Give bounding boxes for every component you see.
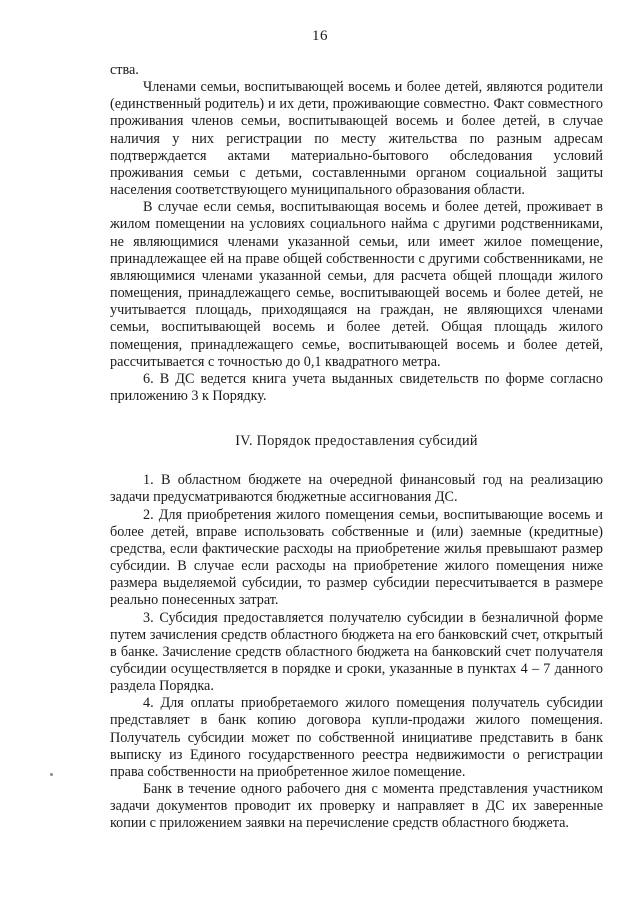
paragraph-shared-housing: В случае если семья, воспитывающая восемь и более детей, проживает в жилом помещении на условиях социального найма с другими родственниками, не являющимися членами указанной семьи, или имеет жилое помещение, принадлежащее ей на праве общей собственности с другими собственниками, не являющимися членами указанной семьи, для расчета общей площади жилого помещения, принадлежащего семье, воспитывающей восемь и более детей, не учитывается площадь, приходящаяся на граждан, не являющихся членами семьи, воспитывающей восемь и более детей. Общая площадь жилого помещения, принадлежащего семье, воспитывающей восемь и более детей, рассчитывается с точностью до 0,1 квадратного метра. [110,199,603,370]
paragraph-continuation: ства. [110,62,139,78]
margin-mark [50,773,53,776]
page-number: 16 [312,28,328,44]
paragraph-item-3: 3. Субсидия предоставляется получателю субсидии в безналичной форме путем зачисления средств областного бюджета на его банковский счет, открытый в банке. Зачисление средств областного бюджета на банковский счет получателя субсидии осуществляется в порядке и сроки, указанные в пунктах 4 – 7 данного раздела Порядка. [110,609,603,695]
paragraph-bank-check: Банк в течение одного рабочего дня с момента представления участником задачи документов проводит их проверку и направляет в ДС их заверенные копии с приложением заявки на перечисление средств областного бюджета. [110,781,603,832]
document-body [110,62,603,833]
section-heading: IV. Порядок предоставления субсидий [235,433,478,450]
paragraph-item-4: 4. Для оплаты приобретаемого жилого помещения получатель субсидии представляет в банк копию договора купли-продажи жилого помещения. Получатель субсидии может по собственной инициативе представить в банк выписку из Единого государственного реестра недвижимости о регистрации права собственности на приобретенное жилое помещение. [110,695,603,780]
paragraph-item-6: 6. В ДС ведется книга учета выданных свидетельств по форме согласно приложению 3 к Порядку. [110,370,603,404]
paragraph-item-1: 1. В областном бюджете на очередной финансовый год на реализацию задачи предусматриваются бюджетные ассигнования ДС. [110,472,603,506]
paragraph-family-members: Членами семьи, воспитывающей восемь и более детей, являются родители (единственный родитель) и их дети, проживающие совместно. Факт совместного проживания членов семьи, воспитывающей восемь и более детей, в случае наличия у них регистрации по месту жительства по разным адресам подтверждается актами материально-бытового обследования условий проживания семьи с детьми, составленными органом социальной защиты населения соответствующего муниципального образования области. [110,79,603,199]
paragraph-item-2: 2. Для приобретения жилого помещения семьи, воспитывающие восемь и более детей, вправе использовать собственные и (или) заемные (кредитные) средства, если фактические расходы на приобретение жилья превышают размер субсидии. В случае если расходы на приобретение жилого помещения ниже размера выделяемой субсидии, то размер субсидии пересчитывается в размере реально понесенных затрат. [110,506,603,609]
